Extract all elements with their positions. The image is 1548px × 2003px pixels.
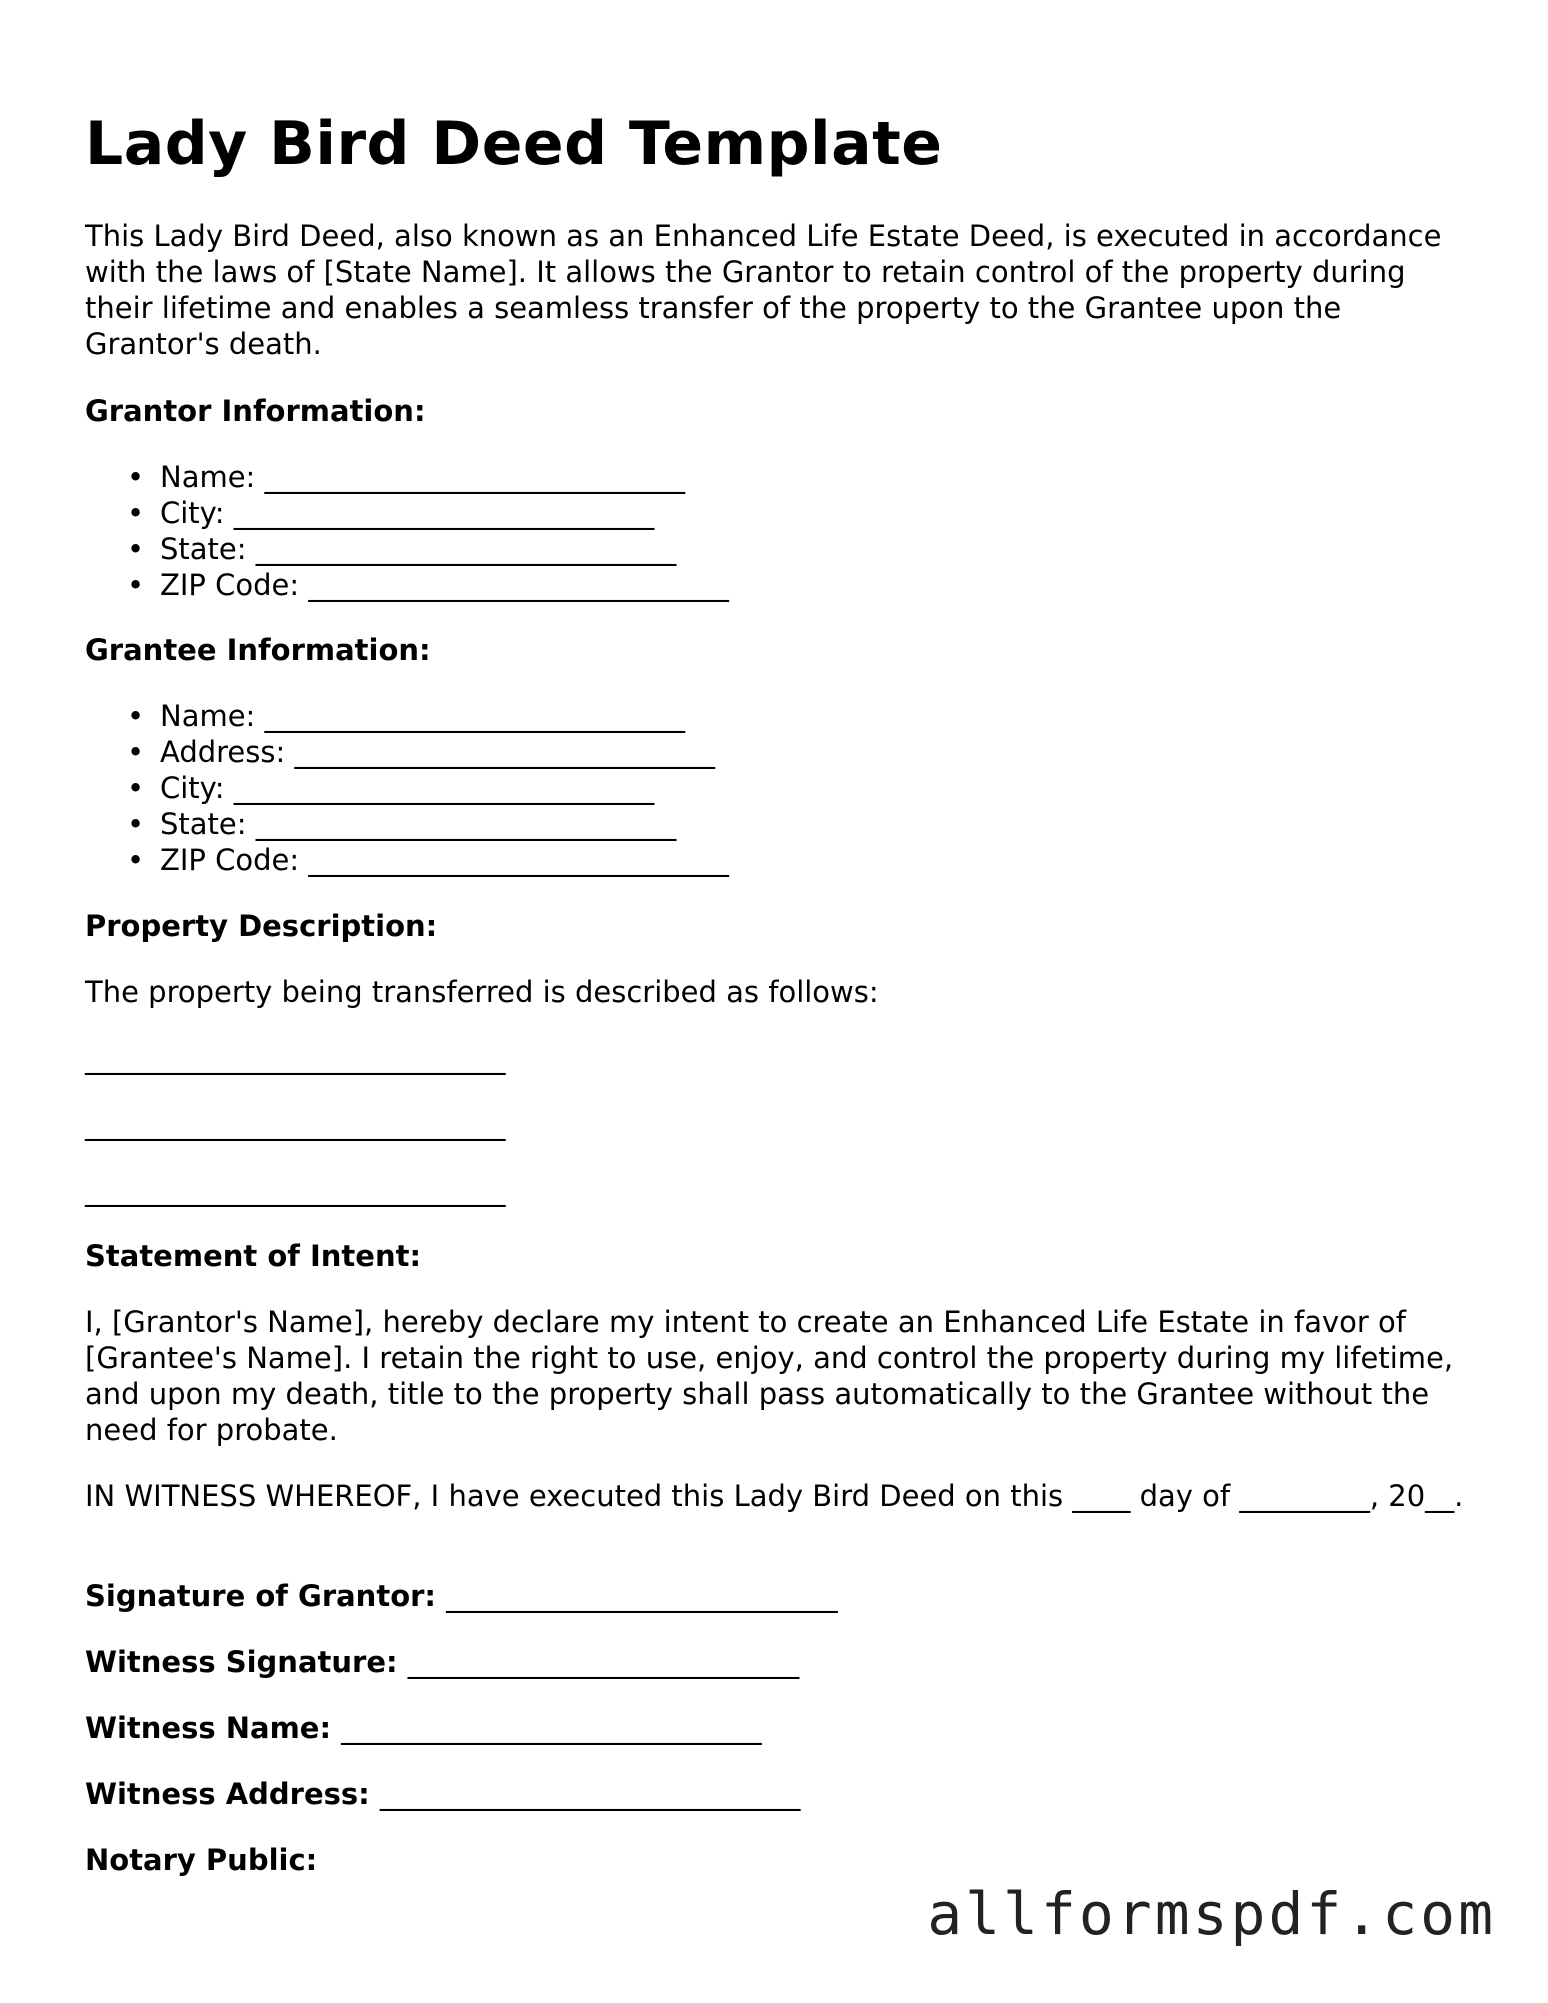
grantee-state-field[interactable]: • State: _____________________________ xyxy=(85,806,729,842)
grantee-zip-field[interactable]: • ZIP Code: _____________________________ xyxy=(85,842,729,878)
notary-heading: Notary Public: xyxy=(85,1843,318,1877)
property-heading: Property Description: xyxy=(85,909,438,943)
grantor-zip-field[interactable]: • ZIP Code: _____________________________ xyxy=(85,567,729,603)
grantee-address-field[interactable]: • Address: _____________________________ xyxy=(85,734,729,770)
grantee-fields xyxy=(85,698,729,878)
grantee-city-field[interactable]: • City: _____________________________ xyxy=(85,770,729,806)
property-text: The property being transferred is described as follows: xyxy=(85,975,879,1009)
grantor-fields xyxy=(85,459,729,603)
grantor-heading: Grantor Information: xyxy=(85,394,426,428)
witness-clause: IN WITNESS WHEREOF, I have executed this Lady Bird Deed on this ____ day of _________, 20__. xyxy=(85,1479,1464,1513)
witness-signature-field[interactable]: Witness Signature: ___________________________ xyxy=(85,1645,800,1679)
intro-paragraph: This Lady Bird Deed, also known as an Enhanced Life Estate Deed, is executed in accordance with the laws of [State Name]. It allows the Grantor to retain control of the property during their lifetime and enables a seamless transfer of the property to the Grantee upon the Grantor's death. xyxy=(85,219,1451,361)
property-line-1[interactable]: _____________________________ xyxy=(85,1041,506,1075)
grantor-state-field[interactable]: • State: _____________________________ xyxy=(85,531,729,567)
grantor-name-field[interactable]: • Name: _____________________________ xyxy=(85,459,729,495)
grantee-name-field[interactable]: • Name: _____________________________ xyxy=(85,698,729,734)
document-title: Lady Bird Deed Template xyxy=(85,109,943,179)
grantor-city-field[interactable]: • City: _____________________________ xyxy=(85,495,729,531)
property-line-2[interactable]: _____________________________ xyxy=(85,1107,506,1141)
witness-name-field[interactable]: Witness Name: _____________________________ xyxy=(85,1711,762,1745)
grantor-signature-field[interactable]: Signature of Grantor: ___________________________ xyxy=(85,1579,838,1613)
property-line-3[interactable]: _____________________________ xyxy=(85,1173,506,1207)
grantee-heading: Grantee Information: xyxy=(85,633,431,667)
witness-address-field[interactable]: Witness Address: _____________________________ xyxy=(85,1777,801,1811)
intent-heading: Statement of Intent: xyxy=(85,1239,422,1273)
watermark-logo: allformspdf.com xyxy=(927,1880,1496,1948)
intent-text: I, [Grantor's Name], hereby declare my intent to create an Enhanced Life Estate in favor of [Grantee's Name]. I retain the right to use, enjoy, and control the property during my lifetime, and upon my death, title to the property shall pass automatically to the Grantee without the need for probate. xyxy=(85,1305,1463,1447)
